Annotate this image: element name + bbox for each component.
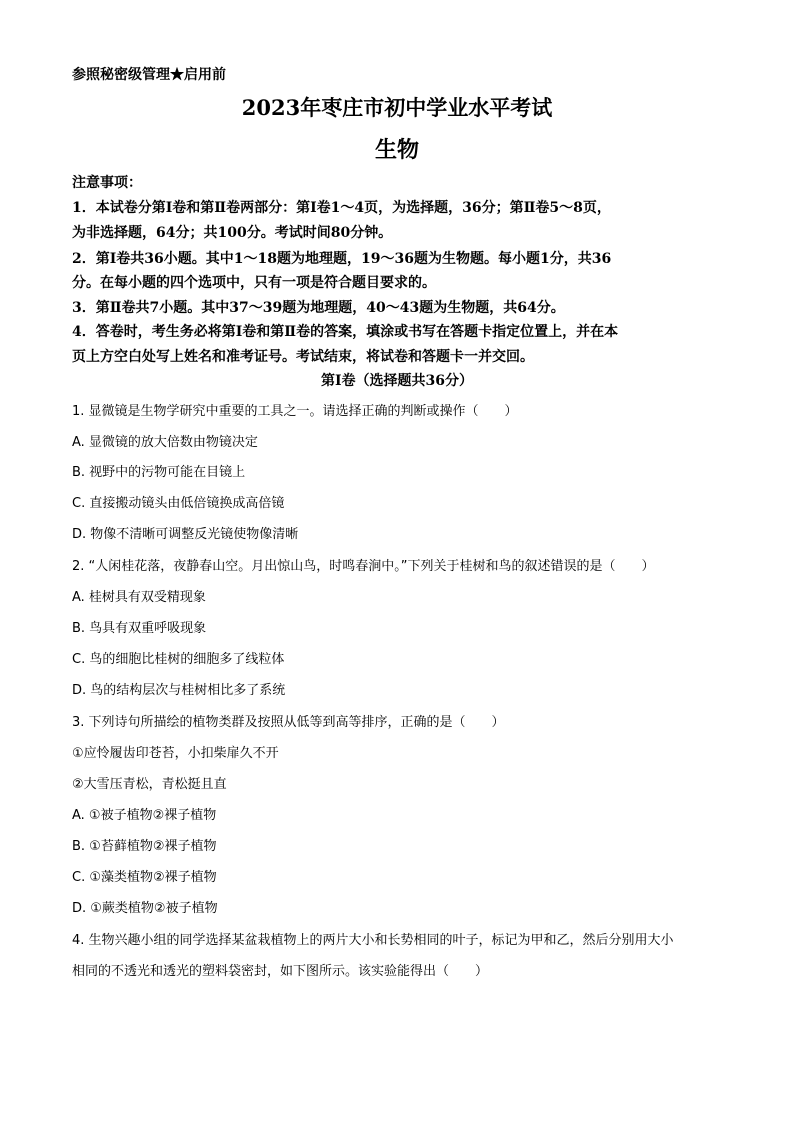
question-option: C. 鸟的细胞比桂树的细胞多了线粒体 (72, 652, 285, 667)
notes-heading: 注意事项： (72, 175, 142, 191)
question-option: D. 鸟的结构层次与桂树相比多了系统 (72, 683, 286, 698)
question-option: D. ①蕨类植物②被子植物 (72, 901, 218, 916)
subject-title: 生物 (374, 137, 419, 163)
question-stem: 2. “人闲桂花落，夜静春山空。月出惊山鸟，时鸣春涧中。”下列关于桂树和鸟的叙述错误的是（ ） (72, 559, 655, 574)
classification-label: 参照秘密级管理★启用前 (72, 67, 226, 83)
question-option: D. 物像不清晰可调整反光镜使物像清晰 (72, 527, 299, 542)
poem-line: ①应怜履齿印苍苔，小扣柴扉久不开 (72, 746, 279, 761)
note-line: 页上方空白处写上姓名和准考证号。考试结束，将试卷和答题卡一并交回。 (72, 349, 534, 365)
poem-line: ②大雪压青松，青松挺且直 (72, 777, 227, 792)
question-option: B. ①苔藓植物②裸子植物 (72, 839, 217, 854)
note-line: 4．答卷时，考生务必将第Ⅰ卷和第Ⅱ卷的答案，填涂或书写在答题卡指定位置上，并在本 (72, 324, 619, 340)
question-option: C. ①藻类植物②裸子植物 (72, 870, 217, 885)
note-line: 分。在每小题的四个选项中，只有一项是符合题目要求的。 (72, 275, 436, 291)
exam-title: 2023年枣庄市初中学业水平考试 (241, 95, 553, 120)
note-line: 3．第Ⅱ卷共7小题。其中37～39题为地理题，40～43题为生物题，共64分。 (72, 300, 565, 316)
section-title: 第Ⅰ卷（选择题共36分） (320, 373, 474, 389)
question-stem: 1. 显微镜是生物学研究中重要的工具之一。请选择正确的判断或操作（ ） (72, 404, 518, 419)
question-stem: 3. 下列诗句所描绘的植物类群及按照从低等到高等排序，正确的是（ ） (72, 715, 505, 730)
question-option: A. 桂树具有双受精现象 (72, 590, 206, 605)
question-stem-continued: 相同的不透光和透光的塑料袋密封，如下图所示。该实验能得出（ ） (72, 964, 489, 979)
question-stem: 4. 生物兴趣小组的同学选择某盆栽植物上的两片大小和长势相同的叶子，标记为甲和乙，然后分别用大小 (72, 933, 674, 948)
note-line: 2．第Ⅰ卷共36小题。其中1～18题为地理题，19～36题为生物题。每小题1分，共36 (72, 251, 612, 267)
question-option: A. ①被子植物②裸子植物 (72, 808, 217, 823)
note-line: 为非选择题，64分；共100分。考试时间80分钟。 (72, 225, 393, 241)
question-option: B. 视野中的污物可能在目镜上 (72, 465, 246, 480)
question-option: C. 直接搬动镜头由低倍镜换成高倍镜 (72, 496, 285, 511)
question-option: B. 鸟具有双重呼吸现象 (72, 621, 207, 636)
question-option: A. 显微镜的放大倍数由物镜决定 (72, 435, 258, 450)
note-line: 1．本试卷分第Ⅰ卷和第Ⅱ卷两部分：第Ⅰ卷1～4页，为选择题，36分；第Ⅱ卷5～8页， (72, 200, 611, 216)
